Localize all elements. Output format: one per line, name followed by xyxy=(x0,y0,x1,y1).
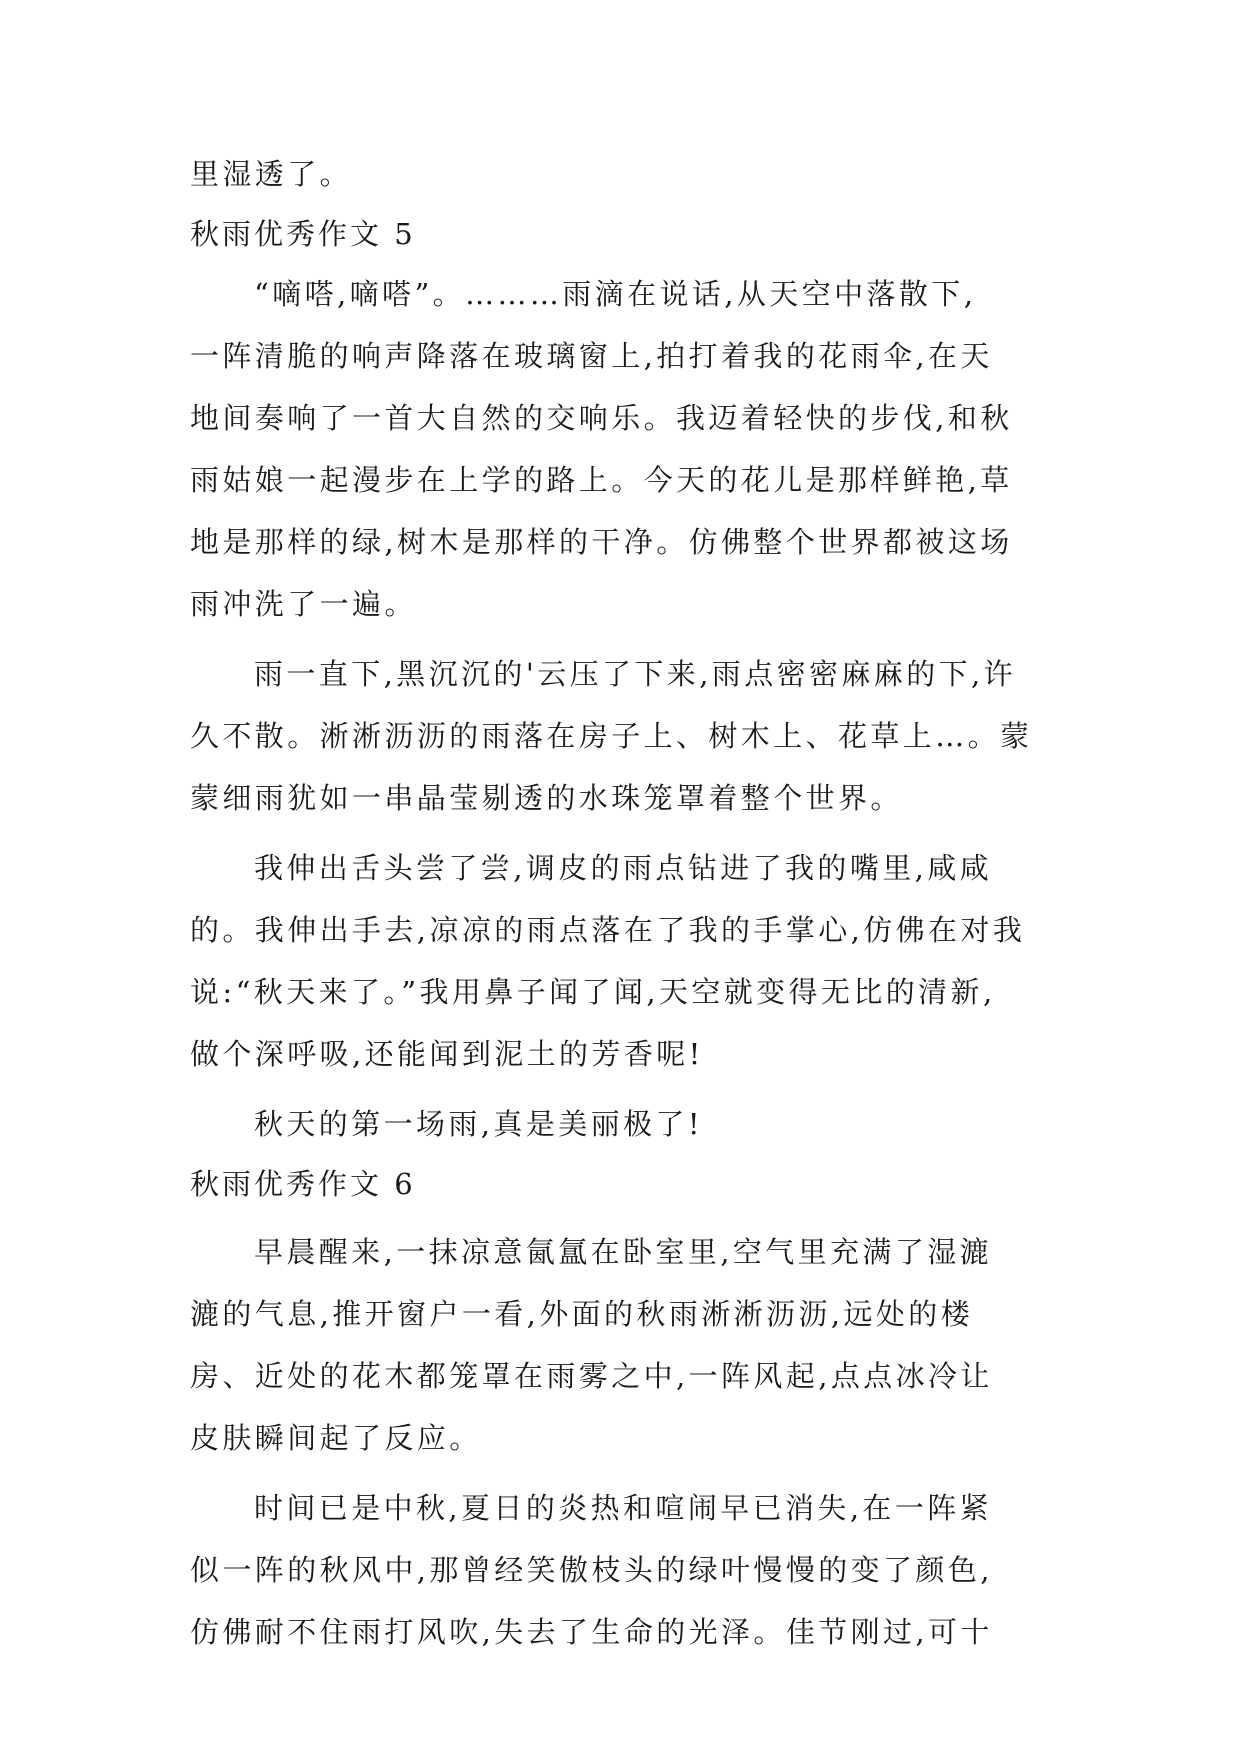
text-line: 说:“秋天来了。”我用鼻子闻了闻,天空就变得无比的清新, xyxy=(190,975,996,1009)
text-line: 仿佛耐不住雨打风吹,失去了生命的光泽。佳节刚过,可十 xyxy=(190,1615,993,1649)
text-line: 时间已是中秋,夏日的炎热和喧闹早已消失,在一阵紧 xyxy=(254,1491,993,1525)
text-line: 房、近处的花木都笼罩在雨雾之中,一阵风起,点点冰冷让 xyxy=(190,1359,993,1393)
section-heading: 秋雨优秀作文 5 xyxy=(190,217,416,251)
section-heading: 秋雨优秀作文 6 xyxy=(190,1167,416,1201)
text-line: 雨冲洗了一遍。 xyxy=(190,587,417,621)
text-line: 地是那样的绿,树木是那样的干净。仿佛整个世界都被这场 xyxy=(190,525,1013,559)
text-line: “嘀嗒,嘀嗒”。………雨滴在说话,从天空中落散下, xyxy=(254,277,977,311)
text-line: 秋天的第一场雨,真是美丽极了! xyxy=(254,1107,703,1141)
text-line: 皮肤瞬间起了反应。 xyxy=(190,1421,482,1455)
text-line: 雨一直下,黑沉沉的'云压了下来,雨点密密麻麻的下,许 xyxy=(254,657,1017,691)
text-line: 一阵清脆的响声降落在玻璃窗上,拍打着我的花雨伞,在天 xyxy=(190,339,993,373)
text-line: 地间奏响了一首大自然的交响乐。我迈着轻快的步伐,和秋 xyxy=(190,401,1013,435)
text-line: 的。我伸出手去,凉凉的雨点落在了我的手掌心,仿佛在对我 xyxy=(190,913,1026,947)
text-line: 我伸出舌头尝了尝,调皮的雨点钻进了我的嘴里,咸咸 xyxy=(254,851,993,885)
text-line: 久不散。淅淅沥沥的雨落在房子上、树木上、花草上…。蒙 xyxy=(190,719,1033,753)
text-line: 似一阵的秋风中,那曾经笑傲枝头的绿叶慢慢的变了颜色, xyxy=(190,1553,993,1587)
text-line: 做个深呼吸,还能闻到泥土的芳香呢! xyxy=(190,1037,704,1071)
text-line: 早晨醒来,一抹凉意氤氲在卧室里,空气里充满了湿漉 xyxy=(254,1235,993,1269)
text-line: 里湿透了。 xyxy=(190,157,353,191)
text-line: 漉的气息,推开窗户一看,外面的秋雨淅淅沥沥,远处的楼 xyxy=(190,1297,974,1331)
text-line: 蒙细雨犹如一串晶莹剔透的水珠笼罩着整个世界。 xyxy=(190,781,903,815)
text-line: 雨姑娘一起漫步在上学的路上。今天的花儿是那样鲜艳,草 xyxy=(190,463,1013,497)
